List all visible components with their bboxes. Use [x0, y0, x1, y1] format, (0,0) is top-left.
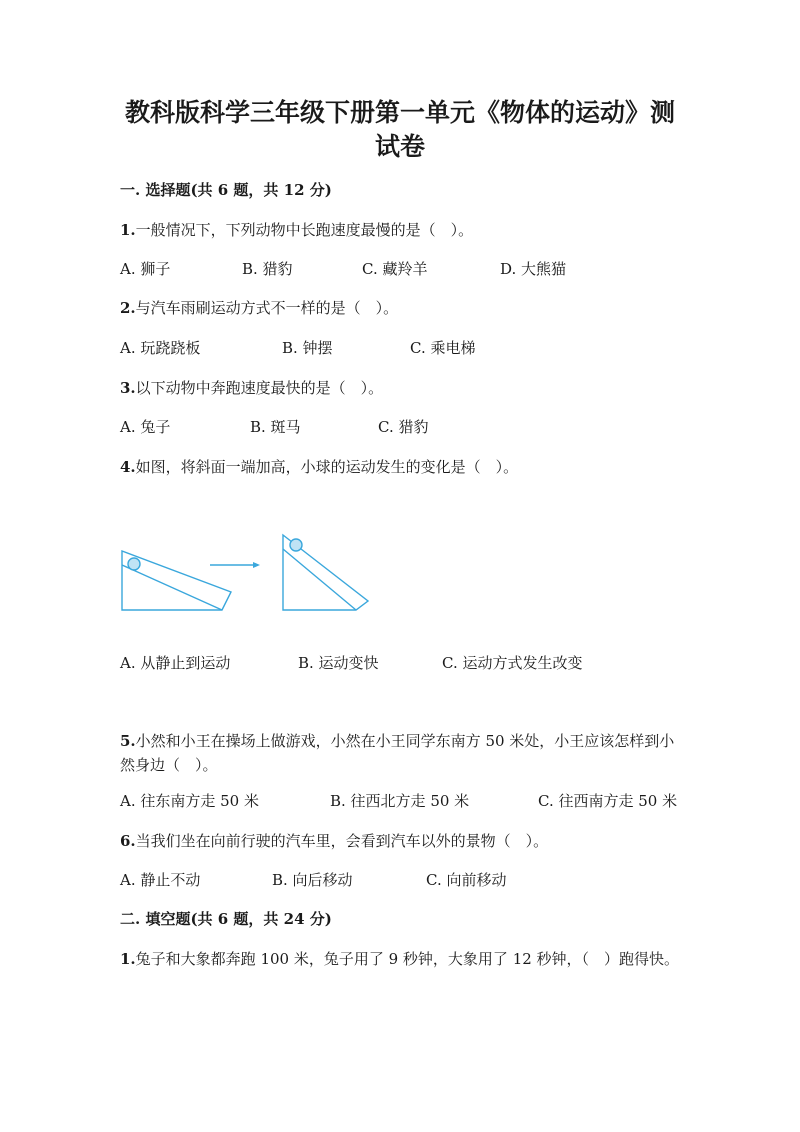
question-text: 如图，将斜面一端加高，小球的运动发生的变化是（ ）。 [135, 458, 519, 476]
question-1 [120, 218, 680, 242]
question-number: 6. [120, 832, 136, 850]
incline-figure [110, 525, 390, 625]
question-3 [120, 376, 680, 400]
incline-low-slope-line [122, 565, 222, 610]
question-6 [120, 829, 680, 853]
question-text: 小然和小王在操场上做游戏，小然在小王同学东南方 50 米处，小王应该怎样到小然身边（ ）。 [120, 732, 675, 774]
option-c: C. 运动方式发生改变 [442, 654, 583, 672]
option-a: A. 从静止到运动 [120, 654, 231, 672]
option-b: B. 向后移动 [272, 871, 353, 889]
incline-low [122, 551, 231, 610]
options-q4 [120, 652, 700, 674]
question-5 [120, 729, 680, 777]
question-number: 1. [120, 950, 136, 968]
option-c: C. 乘电梯 [410, 339, 476, 357]
option-c: C. 猎豹 [378, 418, 429, 436]
option-c: C. 藏羚羊 [362, 260, 428, 278]
option-a: A. 往东南方走 50 米 [120, 792, 259, 810]
question-text: 一般情况下，下列动物中长跑速度最慢的是（ ）。 [135, 221, 474, 239]
option-a: A. 玩跷跷板 [120, 339, 201, 357]
options-q5 [120, 790, 700, 812]
option-b: B. 钟摆 [282, 339, 333, 357]
ball-icon [290, 539, 302, 551]
question-number: 3. [120, 379, 136, 397]
question-text: 当我们坐在向前行驶的汽车里，会看到汽车以外的景物（ ）。 [135, 832, 549, 850]
ball-icon [128, 558, 140, 570]
incline-high-slope-line [283, 549, 356, 610]
option-b: B. 猎豹 [242, 260, 293, 278]
section-heading-choice: 一. 选择题(共 6 题，共 12 分) [120, 181, 332, 199]
option-d: D. 大熊猫 [500, 260, 567, 278]
fill-question-1 [120, 947, 680, 971]
title-line-1: 教科版科学三年级下册第一单元《物体的运动》测 [124, 98, 675, 127]
incline-high [283, 535, 368, 610]
option-c: C. 往西南方走 50 米 [538, 792, 678, 810]
question-number: 5. [120, 732, 136, 750]
option-b: B. 往西北方走 50 米 [330, 792, 470, 810]
arrow-right-icon [210, 562, 260, 568]
option-a: A. 静止不动 [120, 871, 201, 889]
title-line-2: 试卷 [374, 132, 425, 161]
options-q6 [120, 869, 700, 891]
option-a: A. 兔子 [120, 418, 171, 436]
page-title [100, 96, 700, 164]
question-text: 与汽车雨刷运动方式不一样的是（ ）。 [135, 299, 399, 317]
question-number: 4. [120, 458, 136, 476]
option-b: B. 运动变快 [298, 654, 379, 672]
option-b: B. 斑马 [250, 418, 301, 436]
question-number: 2. [120, 299, 136, 317]
question-text: 兔子和大象都奔跑 100 米，兔子用了 9 秒钟，大象用了 12 秒钟，（ ）跑得快。 [135, 950, 680, 968]
option-a: A. 狮子 [120, 260, 171, 278]
options-q3 [120, 416, 700, 438]
option-c: C. 向前移动 [426, 871, 507, 889]
arrow-head [253, 562, 260, 568]
options-q2 [120, 337, 700, 359]
question-2 [120, 296, 680, 320]
question-text: 以下动物中奔跑速度最快的是（ ）。 [135, 379, 384, 397]
question-number: 1. [120, 221, 136, 239]
section-heading-fill: 二. 填空题(共 6 题，共 24 分) [120, 910, 332, 928]
options-q1 [120, 258, 700, 280]
question-4 [120, 455, 680, 479]
